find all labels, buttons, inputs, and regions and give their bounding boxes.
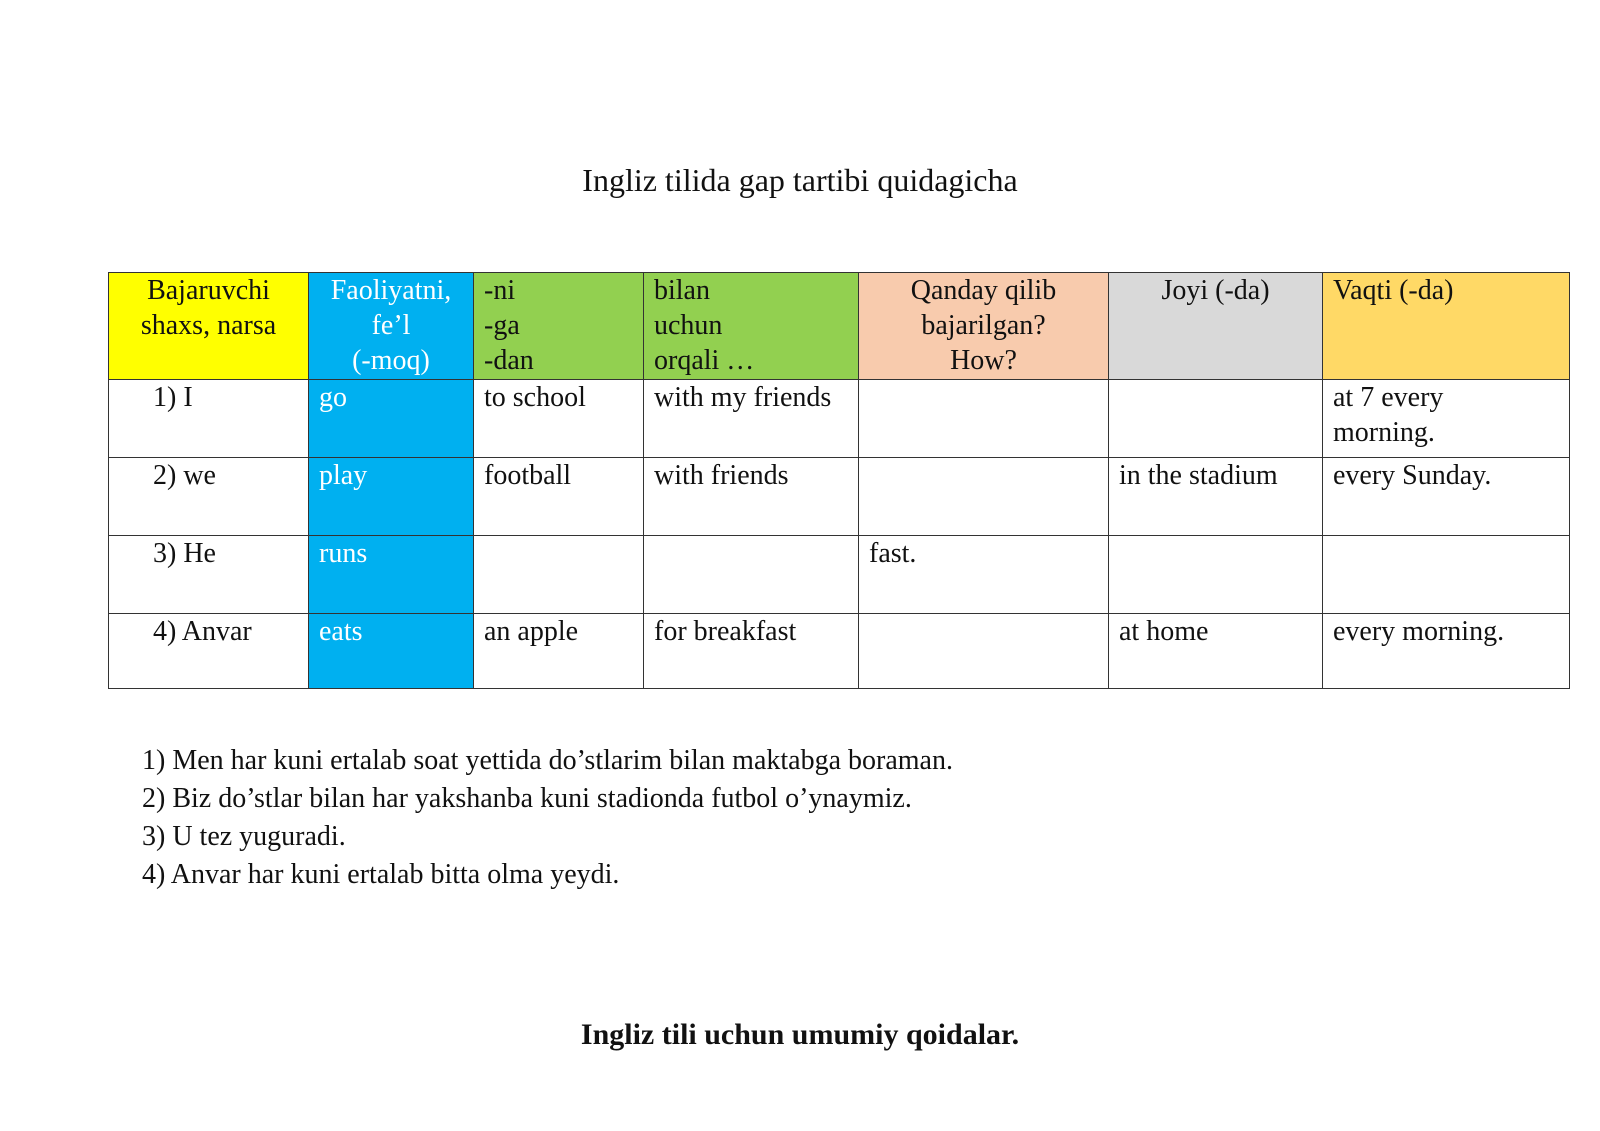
cell-time: every Sunday. [1323, 458, 1570, 536]
header-object: -ni -ga -dan [474, 273, 644, 380]
header-how: Qanday qilib bajarilgan? How? [859, 273, 1109, 380]
cell-time: at 7 every morning. [1323, 380, 1570, 458]
header-verb: Faoliyatni, fe’l (-moq) [309, 273, 474, 380]
cell-verb: go [309, 380, 474, 458]
cell-place [1109, 536, 1323, 614]
cell-how [859, 458, 1109, 536]
translation-list [142, 742, 953, 894]
word-order-table [108, 272, 1570, 689]
cell-object: an apple [474, 614, 644, 689]
cell-subject: 4) Anvar [109, 614, 309, 689]
header-with: bilan uchun orqali … [644, 273, 859, 380]
document-title: Ingliz tilida gap tartibi quidagicha [582, 162, 1018, 198]
cell-how [859, 614, 1109, 689]
header-subject: Bajaruvchi shaxs, narsa [109, 273, 309, 380]
translation-item: 3) U tez yuguradi. [142, 821, 346, 852]
cell-subject: 2) we [109, 458, 309, 536]
cell-object: to school [474, 380, 644, 458]
cell-with: with friends [644, 458, 859, 536]
translation-item: 4) Anvar har kuni ertalab bitta olma yeydi. [142, 859, 620, 890]
cell-how [859, 380, 1109, 458]
cell-time [1323, 536, 1570, 614]
cell-with [644, 536, 859, 614]
cell-object: football [474, 458, 644, 536]
translation-item: 1) Men har kuni ertalab soat yettida do’stlarim bilan maktabga boraman. [142, 745, 953, 776]
cell-with: for breakfast [644, 614, 859, 689]
cell-verb: eats [309, 614, 474, 689]
cell-place [1109, 380, 1323, 458]
header-place: Joyi (-da) [1109, 273, 1323, 380]
cell-time: every morning. [1323, 614, 1570, 689]
cell-verb: play [309, 458, 474, 536]
cell-object [474, 536, 644, 614]
cell-place: at home [1109, 614, 1323, 689]
table-header-row [109, 273, 1570, 380]
rules-heading: Ingliz tili uchun umumiy qoidalar. [580, 1018, 1020, 1051]
cell-how: fast. [859, 536, 1109, 614]
table-row [109, 614, 1570, 689]
table-row [109, 380, 1570, 458]
cell-subject: 1) I [109, 380, 309, 458]
translation-item: 2) Biz do’stlar bilan har yakshanba kuni stadionda futbol o’ynaymiz. [142, 783, 912, 814]
table-row [109, 458, 1570, 536]
table-row [109, 536, 1570, 614]
header-time: Vaqti (-da) [1323, 273, 1570, 380]
cell-verb: runs [309, 536, 474, 614]
cell-place: in the stadium [1109, 458, 1323, 536]
cell-with: with my friends [644, 380, 859, 458]
cell-subject: 3) He [109, 536, 309, 614]
